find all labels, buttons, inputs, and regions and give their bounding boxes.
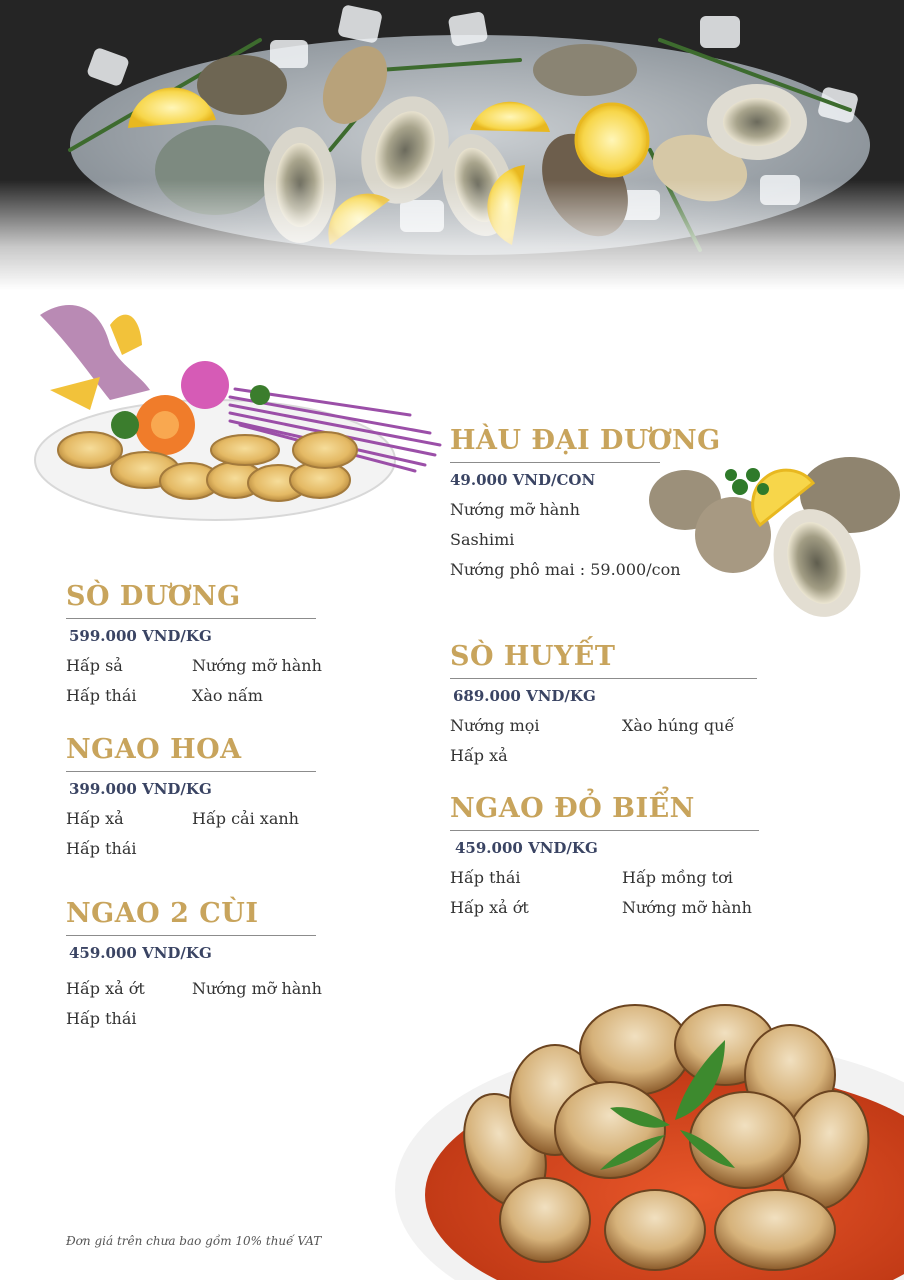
preparation-item: Hấp sả bbox=[66, 656, 123, 675]
section-price: 459.000 VND/KG bbox=[69, 944, 212, 962]
section-ngao-hoa bbox=[66, 733, 316, 860]
section-so-duong bbox=[66, 580, 322, 707]
preparation-item: Hấp xả ớt bbox=[450, 898, 529, 917]
preparation-item: Nướng mọi bbox=[450, 716, 540, 735]
section-price: 599.000 VND/KG bbox=[69, 627, 212, 645]
preparation-item: Xào húng quế bbox=[622, 716, 735, 735]
section-title: HÀU ĐẠI DƯƠNG bbox=[450, 425, 721, 456]
section-price: 459.000 VND/KG bbox=[455, 839, 598, 857]
section-price: 689.000 VND/KG bbox=[453, 687, 596, 705]
divider bbox=[66, 935, 316, 936]
section-title: NGAO ĐỎ BIỂN bbox=[450, 793, 695, 824]
preparation-list bbox=[450, 714, 757, 767]
preparation-item: Hấp xả ớt bbox=[66, 979, 145, 998]
section-price: 49.000 VND/CON bbox=[450, 471, 596, 489]
section-hau-dai-duong bbox=[450, 424, 795, 581]
preparation-list bbox=[66, 977, 322, 1030]
oysters-on-ice-photo bbox=[0, 0, 904, 290]
preparation-list bbox=[66, 807, 316, 860]
section-so-huyet bbox=[450, 640, 757, 767]
preparation-list bbox=[450, 866, 759, 919]
preparation-item: Hấp thái bbox=[66, 1009, 137, 1028]
preparation-item: Nướng mỡ hành bbox=[622, 898, 752, 917]
divider bbox=[450, 462, 660, 463]
preparation-item: Hấp mồng tơi bbox=[622, 868, 733, 887]
preparation-item: Hấp thái bbox=[66, 686, 137, 705]
preparation-item: Nướng mỡ hành bbox=[450, 500, 580, 519]
divider bbox=[66, 771, 316, 772]
vat-footnote: Đơn giá trên chưa bao gồm 10% thuế VAT bbox=[66, 1234, 322, 1248]
preparation-item: Hấp xả bbox=[66, 809, 124, 828]
section-title: NGAO HOA bbox=[66, 734, 242, 765]
preparation-item: Hấp thái bbox=[66, 839, 137, 858]
preparation-item: Hấp xả bbox=[450, 746, 508, 765]
preparation-list bbox=[66, 654, 322, 707]
section-title: SÒ HUYẾT bbox=[450, 641, 616, 672]
preparation-list bbox=[450, 498, 795, 581]
divider bbox=[450, 830, 759, 831]
preparation-item: Hấp thái bbox=[450, 868, 521, 887]
divider bbox=[66, 618, 316, 619]
preparation-item: Hấp cải xanh bbox=[192, 809, 299, 828]
preparation-item: Xào nấm bbox=[192, 686, 263, 705]
preparation-item: Nướng mỡ hành bbox=[192, 656, 322, 675]
preparation-item: Nướng phô mai : 59.000/con bbox=[450, 560, 681, 579]
section-title: SÒ DƯƠNG bbox=[66, 581, 241, 612]
preparation-item: Sashimi bbox=[450, 530, 515, 549]
section-ngao-do-bien bbox=[450, 792, 759, 919]
clams-in-sauce-photo bbox=[395, 990, 904, 1280]
preparation-item: Nướng mỡ hành bbox=[192, 979, 322, 998]
section-ngao-2-cui bbox=[66, 897, 322, 1030]
divider bbox=[450, 678, 757, 679]
section-title: NGAO 2 CÙI bbox=[66, 898, 259, 929]
section-price: 399.000 VND/KG bbox=[69, 780, 212, 798]
grilled-oyster-platter-photo bbox=[30, 285, 450, 535]
